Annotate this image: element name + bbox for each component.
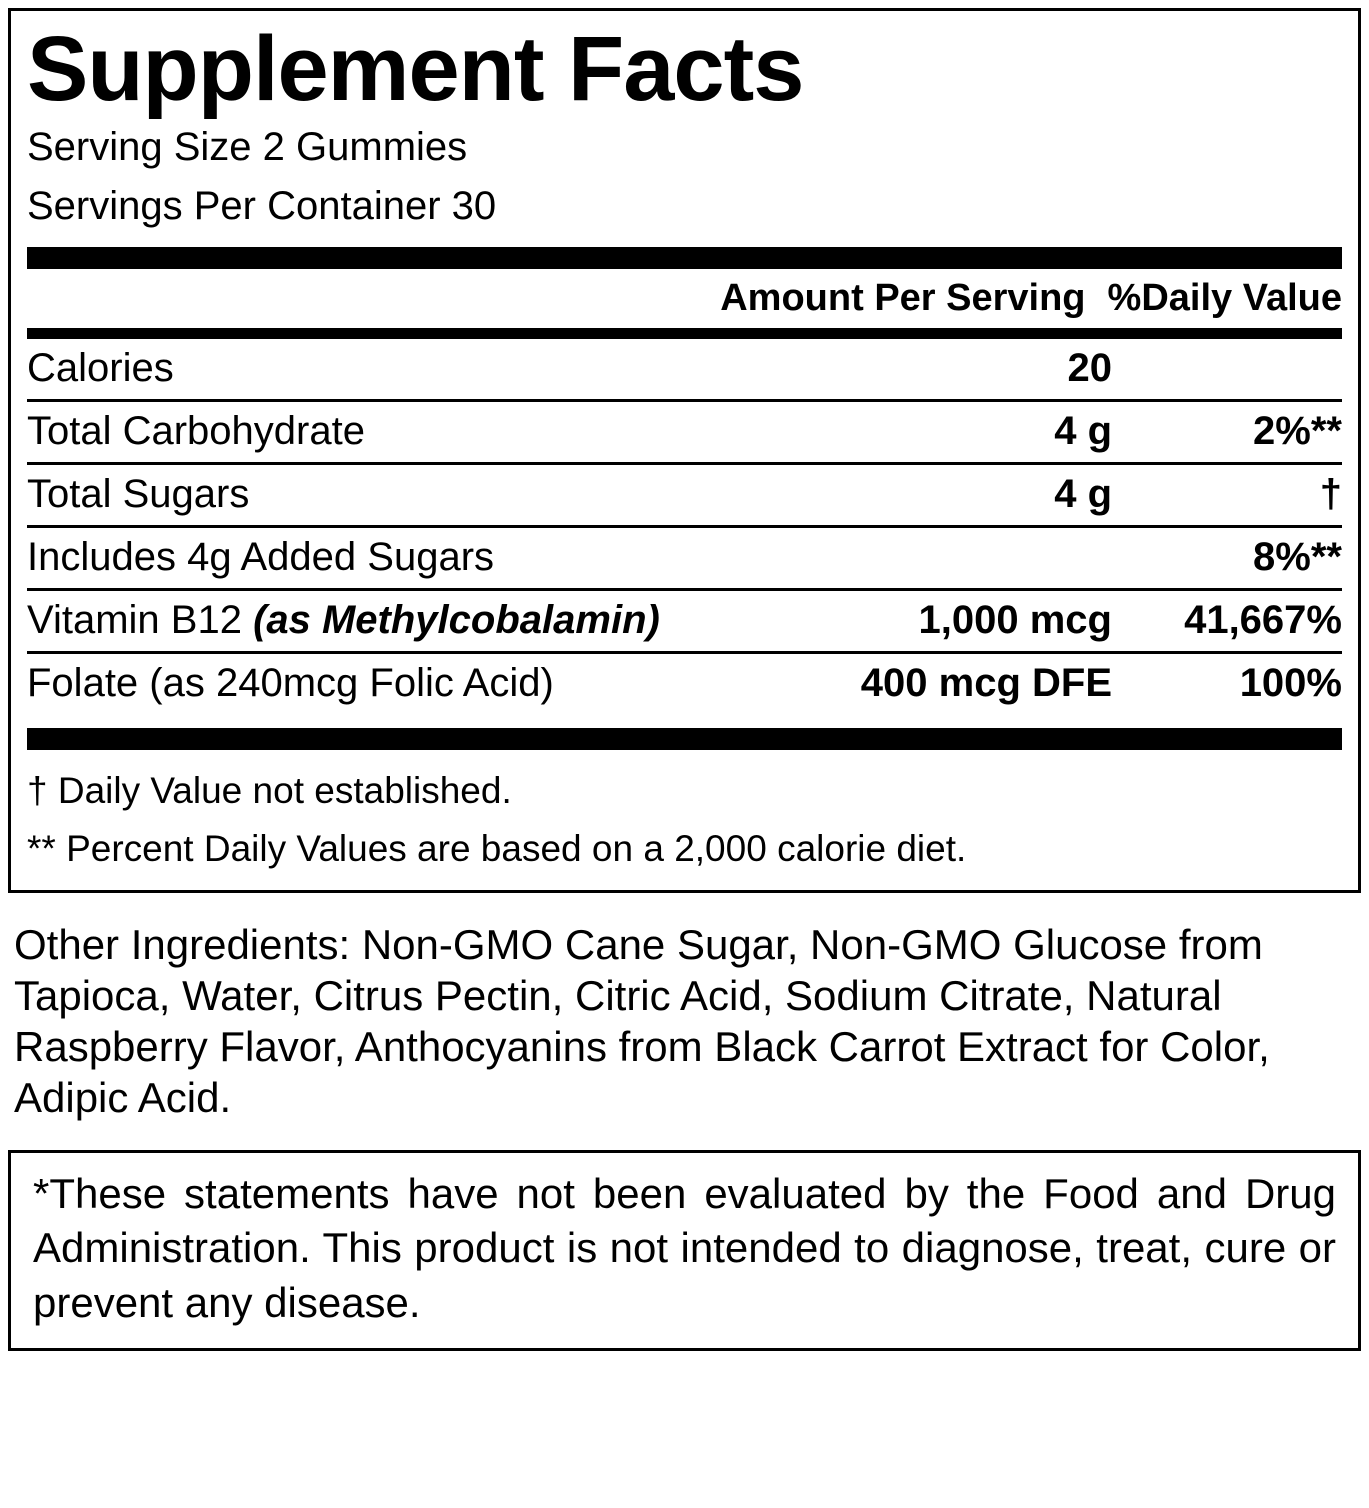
table-row [27, 464, 1342, 527]
nutrient-name-italic: (as Methylcobalamin) [253, 598, 660, 643]
nutrient-name: Includes 4g Added Sugars [27, 527, 804, 590]
divider-thick-top [27, 247, 1342, 269]
nutrient-name: Folate (as 240mcg Folic Acid) [27, 661, 554, 706]
fda-disclaimer-text: *These statements have not been evaluated by the Food and Drug Administration. This product is not intended to diagnose, treat, cure or prevent any disease. [33, 1169, 1336, 1326]
table-row [27, 401, 1342, 464]
supplement-facts-panel [8, 8, 1361, 893]
nutrient-amount: 20 [804, 339, 1112, 401]
nutrient-daily-value: 2%** [1112, 401, 1342, 464]
nutrient-amount: 4 g [804, 464, 1112, 527]
nutrient-amount: 1,000 mcg [804, 590, 1112, 653]
nutrient-name [27, 590, 804, 653]
nutrients-table [27, 339, 1342, 714]
table-header [27, 269, 1342, 328]
nutrient-daily-value: 100% [1239, 661, 1342, 706]
header-daily-value: %Daily Value [1107, 277, 1342, 320]
nutrient-daily-value: 41,667% [1112, 590, 1342, 653]
footnotes [27, 750, 1342, 875]
nutrient-name: Calories [27, 339, 804, 401]
panel-title: Supplement Facts [27, 18, 804, 120]
divider-medium [27, 328, 1342, 339]
table-row [27, 653, 1342, 715]
table-row [27, 590, 1342, 653]
nutrient-name-text: Vitamin B12 [27, 598, 254, 643]
footnote-percent: ** Percent Daily Values are based on a 2,000 calorie diet. [27, 828, 967, 870]
table-row [27, 527, 1342, 590]
fda-disclaimer-box [8, 1150, 1361, 1352]
nutrient-name: Total Sugars [27, 464, 804, 527]
other-ingredients: Other Ingredients: Non-GMO Cane Sugar, Non-GMO Glucose from Tapioca, Water, Citrus Pectin, Citric Acid, Sodium Citrate, Natural Raspberry Flavor, Anthocyanins from Black Carrot Extract for Color, Adipic Acid. [14, 920, 1270, 1122]
supplement-facts-label [0, 8, 1369, 1508]
divider-thick-bottom [27, 728, 1342, 750]
nutrient-amount [804, 527, 1112, 590]
servings-per-container: Servings Per Container 30 [27, 184, 497, 229]
nutrient-daily-value: † [1112, 464, 1342, 527]
nutrient-daily-value: 8%** [1112, 527, 1342, 590]
nutrient-amount: 4 g [804, 401, 1112, 464]
serving-size: Serving Size 2 Gummies [27, 125, 468, 169]
nutrient-amount: 400 mcg DFE [860, 661, 1112, 706]
nutrient-name: Total Carbohydrate [27, 401, 804, 464]
header-amount-per-serving: Amount Per Serving [720, 277, 1086, 320]
table-row [27, 339, 1342, 401]
nutrient-daily-value [1112, 339, 1342, 401]
footnote-dagger: † Daily Value not established. [27, 770, 512, 812]
